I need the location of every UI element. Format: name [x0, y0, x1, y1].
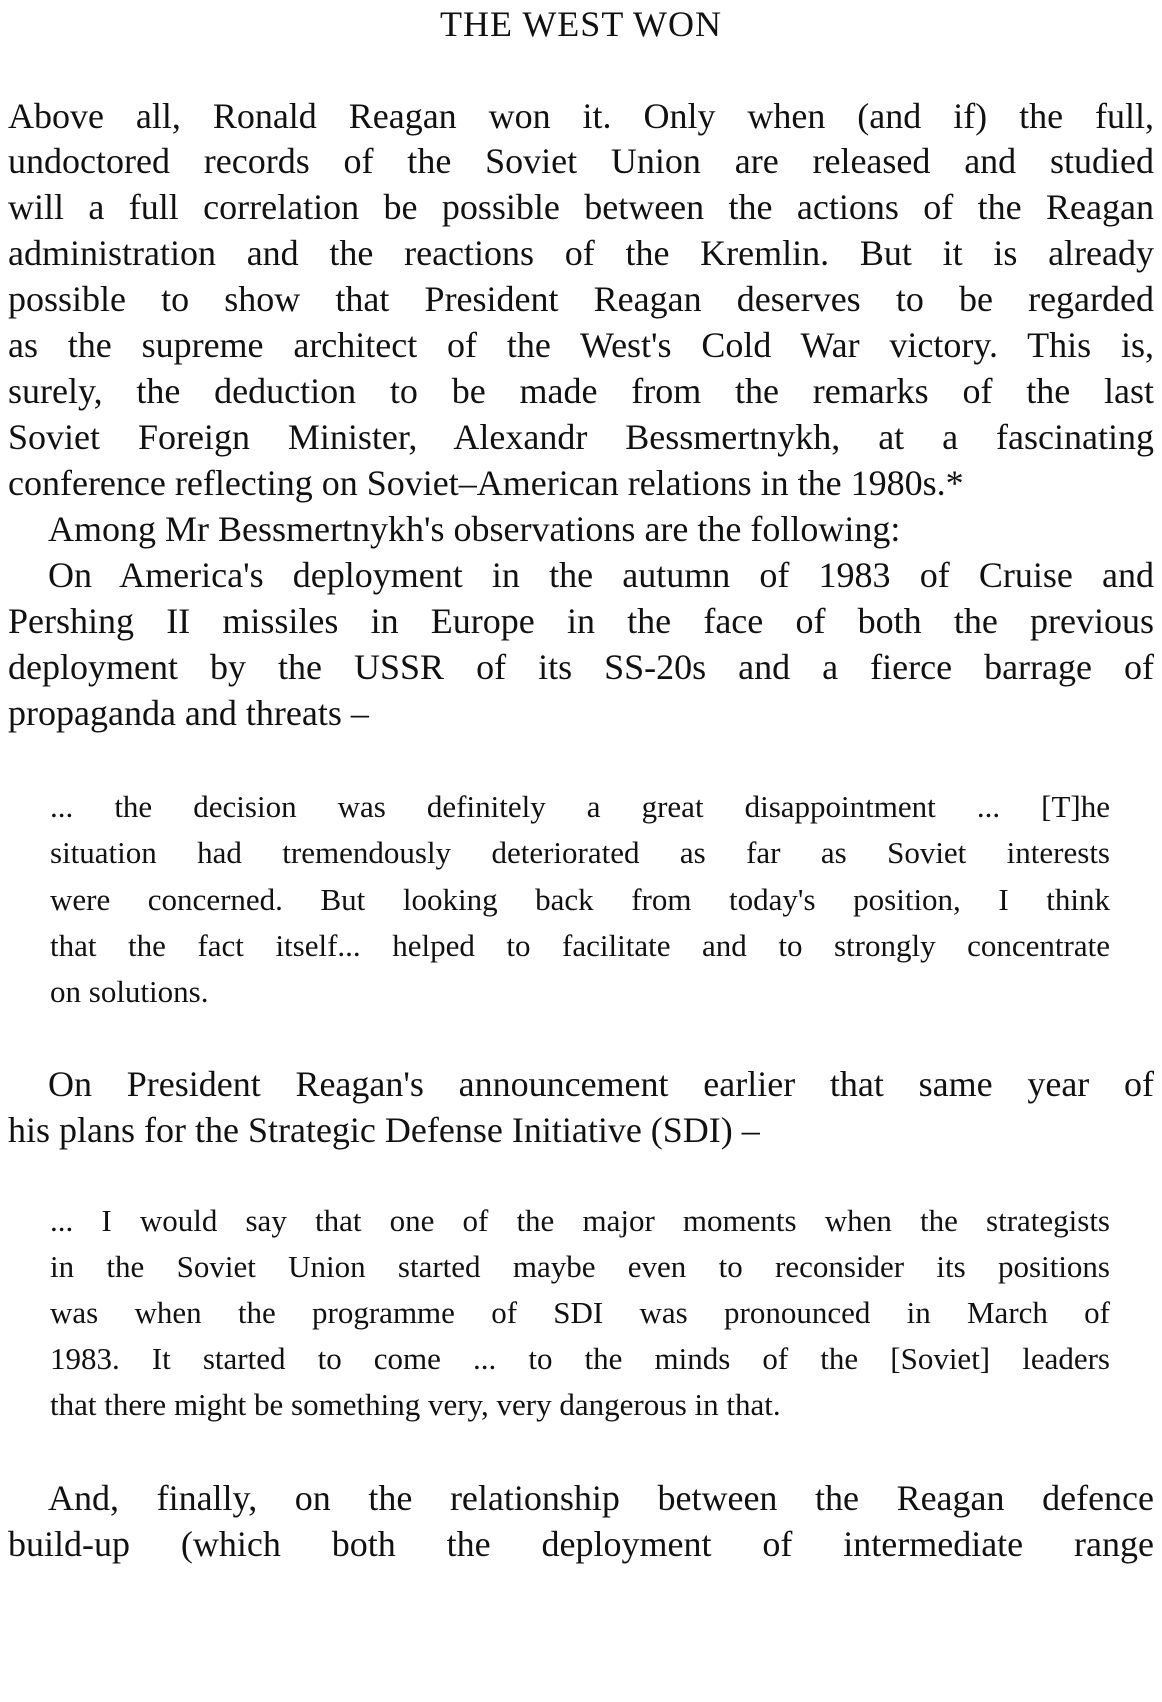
quote-1-line-2: situation had tremendously deteriorated as far as Soviet interests: [50, 835, 1110, 870]
paragraph-4-line-2: his plans for the Strategic Defense Initiative (SDI) –: [8, 1110, 760, 1150]
quote-2-line-1: ... I would say that one of the major moments when the strategists: [50, 1203, 1110, 1238]
paragraph-1-line-8: Soviet Foreign Minister, Alexandr Bessmertnykh, at a fascinating: [8, 417, 1154, 457]
quote-2-line-2: in the Soviet Union started maybe even to reconsider its positions: [50, 1249, 1110, 1284]
paragraph-1-line-6: as the supreme architect of the West's Cold War victory. This is,: [8, 325, 1154, 365]
paragraph-1-line-7: surely, the deduction to be made from the remarks of the last: [8, 371, 1154, 411]
quote-1-line-5: on solutions.: [50, 974, 209, 1009]
paragraph-3-line-1: On America's deployment in the autumn of 1983 of Cruise and: [48, 555, 1154, 595]
quote-2-line-3: was when the programme of SDI was pronounced in March of: [50, 1295, 1110, 1330]
running-head: THE WEST WON: [440, 4, 722, 44]
paragraph-5-line-2: build-up (which both the deployment of intermediate range: [8, 1524, 1154, 1564]
paragraph-5-line-1: And, finally, on the relationship between the Reagan defence: [48, 1478, 1154, 1518]
paragraph-3-line-3: deployment by the USSR of its SS-20s and a fierce barrage of: [8, 647, 1154, 687]
quote-2-line-4: 1983. It started to come ... to the minds of the [Soviet] leaders: [50, 1341, 1110, 1376]
quote-1-line-3: were concerned. But looking back from today's position, I think: [50, 882, 1110, 917]
paragraph-1-line-4: administration and the reactions of the Kremlin. But it is already: [8, 233, 1154, 273]
paragraph-4-line-1: On President Reagan's announcement earlier that same year of: [48, 1064, 1154, 1104]
paragraph-1-line-5: possible to show that President Reagan deserves to be regarded: [8, 279, 1154, 319]
quote-1-line-1: ... the decision was definitely a great disappointment ... [T]he: [50, 789, 1110, 824]
paragraph-2-line-1: Among Mr Bessmertnykh's observations are the following:: [48, 509, 901, 549]
paragraph-1-line-1: Above all, Ronald Reagan won it. Only when (and if) the full,: [8, 96, 1154, 136]
paragraph-1-line-3: will a full correlation be possible between the actions of the Reagan: [8, 187, 1154, 227]
quote-1-line-4: that the fact itself... helped to facilitate and to strongly concentrate: [50, 928, 1110, 963]
quote-2-line-5: that there might be something very, very dangerous in that.: [50, 1387, 781, 1422]
paragraph-3-line-4: propaganda and threats –: [8, 693, 369, 733]
paragraph-1-line-2: undoctored records of the Soviet Union are released and studied: [8, 141, 1154, 181]
paragraph-3-line-2: Pershing II missiles in Europe in the face of both the previous: [8, 601, 1154, 641]
paragraph-1-line-9: conference reflecting on Soviet–American relations in the 1980s.*: [8, 463, 964, 503]
